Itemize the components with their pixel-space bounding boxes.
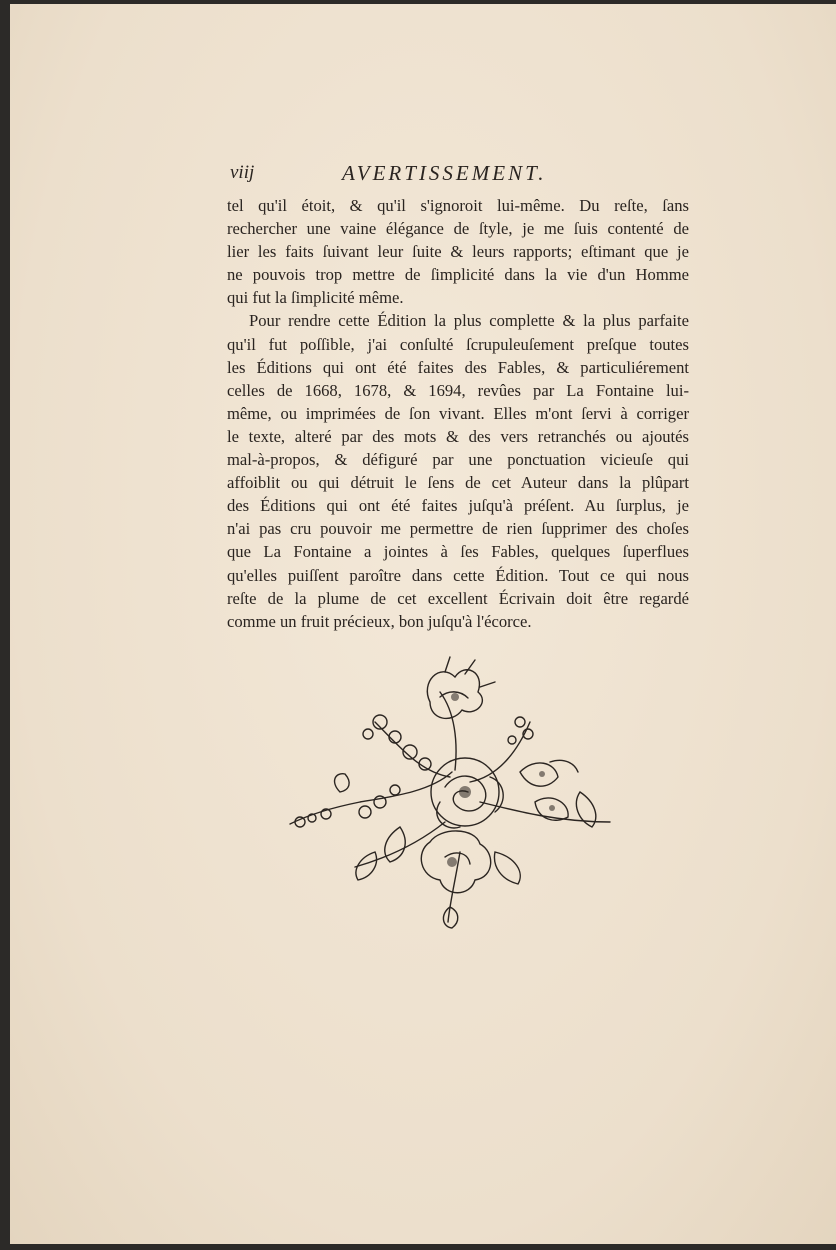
text-line: des Éditions qui ont été faites juſqu'à préſent. Au ſurplus, je <box>227 496 689 516</box>
text-line: n'ai pas cru pouvoir me permettre de rien ſupprimer des choſes <box>227 519 689 539</box>
running-title: AVERTISSEMENT. <box>342 161 547 185</box>
text-line: qu'il fut poſſible, j'ai conſulté ſcrupuleuſement preſque toutes <box>227 334 689 354</box>
paragraph-1 <box>227 194 689 309</box>
book-page <box>10 4 836 1244</box>
text-line: même, ou imprimées de ſon vivant. Elles m'ont ſervi à corriger <box>227 403 689 423</box>
text-line: mal-à-propos, & défiguré par une ponctuation vicieuſe qui <box>227 450 689 470</box>
text-line: ne pouvois trop mettre de ſimplicité dans la vie d'un Homme <box>227 265 689 285</box>
running-head <box>230 162 670 192</box>
text-line: Pour rendre cette Édition la plus complette & la plus parfaite <box>249 311 689 331</box>
text-line: le texte, alteré par des mots & des vers retranchés ou ajoutés <box>227 426 689 446</box>
text-line: reſte de la plume de cet excellent Écrivain doit être regardé <box>227 588 689 608</box>
text-line: que La Fontaine a jointes à ſes Fables, quelques ſuperflues <box>227 542 689 562</box>
text-line: qu'elles puiſſent paroître dans cette Édition. Tout ce qui nous <box>227 565 689 585</box>
paragraph-2 <box>227 309 689 632</box>
page-number: viij <box>230 162 255 183</box>
text-line: lier les faits ſuivant leur ſuite & leurs rapports; eſtimant que je <box>227 242 689 262</box>
text-line: rechercher une vaine élégance de ſtyle, je me ſuis contenté de <box>227 219 689 239</box>
text-line: affoiblit ou qui détruit le ſens de cet Auteur dans la plûpart <box>227 473 689 493</box>
text-line: celles de 1668, 1678, & 1694, revûes par La Fontaine lui- <box>227 380 689 400</box>
text-line: qui fut la ſimplicité même. <box>227 288 404 308</box>
floral-bouquet-engraving-icon <box>280 652 625 930</box>
text-line: comme un fruit précieux, bon juſqu'à l'écorce. <box>227 611 532 631</box>
body-text <box>227 194 689 633</box>
text-line: les Éditions qui ont été faites des Fables, & particuliérement <box>227 357 689 377</box>
text-line: tel qu'il étoit, & qu'il s'ignoroit lui-même. Du reſte, ſans <box>227 196 689 215</box>
